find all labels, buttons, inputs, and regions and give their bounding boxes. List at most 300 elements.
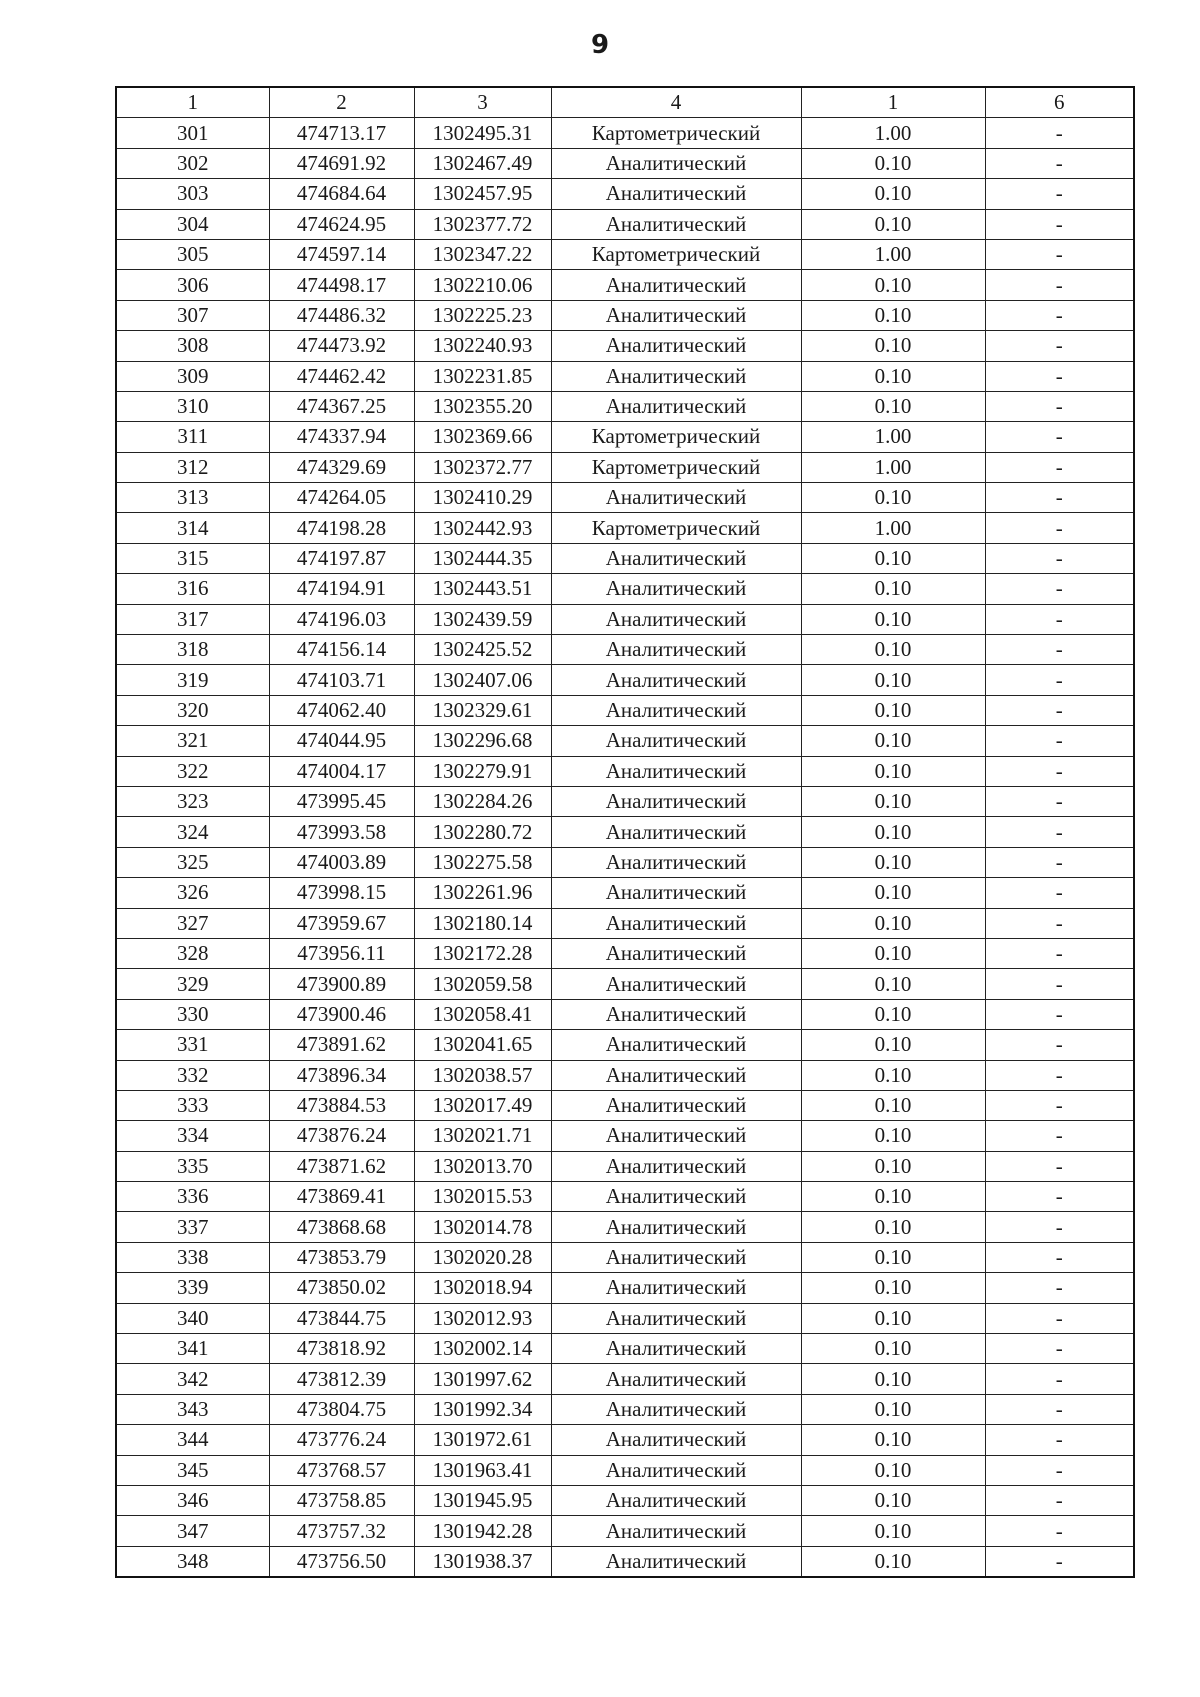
accuracy-cell: 0.10: [801, 1334, 985, 1364]
point-number-cell: 340: [116, 1303, 269, 1333]
point-number-cell: 342: [116, 1364, 269, 1394]
x-coordinate-cell: 474337.94: [269, 422, 414, 452]
y-coordinate-cell: 1302225.23: [414, 300, 551, 330]
x-coordinate-cell: 474156.14: [269, 635, 414, 665]
y-coordinate-cell: 1302012.93: [414, 1303, 551, 1333]
accuracy-cell: 0.10: [801, 1182, 985, 1212]
y-coordinate-cell: 1302407.06: [414, 665, 551, 695]
x-coordinate-cell: 474486.32: [269, 300, 414, 330]
note-cell: -: [985, 1060, 1134, 1090]
table-row: [116, 726, 1134, 756]
x-coordinate-cell: 474103.71: [269, 665, 414, 695]
table-header-row: [116, 87, 1134, 118]
accuracy-cell: 0.10: [801, 938, 985, 968]
x-coordinate-cell: 473768.57: [269, 1455, 414, 1485]
table-row: [116, 1121, 1134, 1151]
method-cell: Картометрический: [551, 118, 801, 148]
method-cell: Аналитический: [551, 938, 801, 968]
accuracy-cell: 0.10: [801, 695, 985, 725]
table-row: [116, 361, 1134, 391]
x-coordinate-cell: 474003.89: [269, 847, 414, 877]
table-row: [116, 1516, 1134, 1546]
method-cell: Аналитический: [551, 1030, 801, 1060]
point-number-cell: 348: [116, 1546, 269, 1577]
note-cell: -: [985, 878, 1134, 908]
table-row: [116, 391, 1134, 421]
point-number-cell: 317: [116, 604, 269, 634]
accuracy-cell: 1.00: [801, 118, 985, 148]
y-coordinate-cell: 1301938.37: [414, 1546, 551, 1577]
accuracy-cell: 1.00: [801, 239, 985, 269]
y-coordinate-cell: 1302231.85: [414, 361, 551, 391]
method-cell: Аналитический: [551, 1516, 801, 1546]
method-cell: Картометрический: [551, 422, 801, 452]
method-cell: Аналитический: [551, 270, 801, 300]
y-coordinate-cell: 1301997.62: [414, 1364, 551, 1394]
point-number-cell: 336: [116, 1182, 269, 1212]
table-row: [116, 1030, 1134, 1060]
point-number-cell: 304: [116, 209, 269, 239]
table-row: [116, 969, 1134, 999]
accuracy-cell: 1.00: [801, 513, 985, 543]
table-row: [116, 665, 1134, 695]
note-cell: -: [985, 513, 1134, 543]
y-coordinate-cell: 1301972.61: [414, 1425, 551, 1455]
method-cell: Аналитический: [551, 179, 801, 209]
point-number-cell: 324: [116, 817, 269, 847]
accuracy-cell: 0.10: [801, 969, 985, 999]
x-coordinate-cell: 473804.75: [269, 1394, 414, 1424]
y-coordinate-cell: 1302041.65: [414, 1030, 551, 1060]
method-cell: Аналитический: [551, 1425, 801, 1455]
point-number-cell: 320: [116, 695, 269, 725]
x-coordinate-cell: 473900.46: [269, 999, 414, 1029]
y-coordinate-cell: 1302444.35: [414, 543, 551, 573]
point-number-cell: 343: [116, 1394, 269, 1424]
x-coordinate-cell: 474196.03: [269, 604, 414, 634]
note-cell: -: [985, 635, 1134, 665]
point-number-cell: 307: [116, 300, 269, 330]
point-number-cell: 319: [116, 665, 269, 695]
point-number-cell: 339: [116, 1273, 269, 1303]
point-number-cell: 330: [116, 999, 269, 1029]
method-cell: Аналитический: [551, 908, 801, 938]
point-number-cell: 345: [116, 1455, 269, 1485]
accuracy-cell: 0.10: [801, 817, 985, 847]
coordinates-table: [115, 86, 1135, 1578]
x-coordinate-cell: 473959.67: [269, 908, 414, 938]
method-cell: Аналитический: [551, 847, 801, 877]
y-coordinate-cell: 1302377.72: [414, 209, 551, 239]
note-cell: -: [985, 1425, 1134, 1455]
table-row: [116, 1151, 1134, 1181]
point-number-cell: 318: [116, 635, 269, 665]
y-coordinate-cell: 1302013.70: [414, 1151, 551, 1181]
accuracy-cell: 0.10: [801, 179, 985, 209]
y-coordinate-cell: 1302284.26: [414, 786, 551, 816]
note-cell: -: [985, 1242, 1134, 1272]
note-cell: -: [985, 391, 1134, 421]
x-coordinate-cell: 473758.85: [269, 1485, 414, 1515]
point-number-cell: 331: [116, 1030, 269, 1060]
y-coordinate-cell: 1302015.53: [414, 1182, 551, 1212]
point-number-cell: 306: [116, 270, 269, 300]
table-row: [116, 1273, 1134, 1303]
method-cell: Аналитический: [551, 148, 801, 178]
note-cell: -: [985, 543, 1134, 573]
note-cell: -: [985, 148, 1134, 178]
note-cell: -: [985, 1546, 1134, 1577]
y-coordinate-cell: 1301942.28: [414, 1516, 551, 1546]
accuracy-cell: 0.10: [801, 1242, 985, 1272]
x-coordinate-cell: 473891.62: [269, 1030, 414, 1060]
accuracy-cell: 0.10: [801, 483, 985, 513]
table-row: [116, 1242, 1134, 1272]
note-cell: -: [985, 452, 1134, 482]
method-cell: Аналитический: [551, 361, 801, 391]
column-header-3: 3: [414, 87, 551, 118]
note-cell: -: [985, 270, 1134, 300]
table-row: [116, 1364, 1134, 1394]
method-cell: Аналитический: [551, 1090, 801, 1120]
x-coordinate-cell: 473757.32: [269, 1516, 414, 1546]
column-header-1: 1: [116, 87, 269, 118]
method-cell: Аналитический: [551, 1151, 801, 1181]
y-coordinate-cell: 1302280.72: [414, 817, 551, 847]
point-number-cell: 325: [116, 847, 269, 877]
accuracy-cell: 0.10: [801, 1485, 985, 1515]
x-coordinate-cell: 474194.91: [269, 574, 414, 604]
accuracy-cell: 0.10: [801, 1546, 985, 1577]
point-number-cell: 312: [116, 452, 269, 482]
point-number-cell: 333: [116, 1090, 269, 1120]
method-cell: Аналитический: [551, 483, 801, 513]
note-cell: -: [985, 1090, 1134, 1120]
y-coordinate-cell: 1301963.41: [414, 1455, 551, 1485]
note-cell: -: [985, 1394, 1134, 1424]
note-cell: -: [985, 1121, 1134, 1151]
x-coordinate-cell: 474684.64: [269, 179, 414, 209]
point-number-cell: 303: [116, 179, 269, 209]
table-row: [116, 1090, 1134, 1120]
note-cell: -: [985, 209, 1134, 239]
accuracy-cell: 0.10: [801, 1151, 985, 1181]
point-number-cell: 346: [116, 1485, 269, 1515]
table-row: [116, 118, 1134, 148]
point-number-cell: 309: [116, 361, 269, 391]
accuracy-cell: 0.10: [801, 1516, 985, 1546]
point-number-cell: 329: [116, 969, 269, 999]
y-coordinate-cell: 1302410.29: [414, 483, 551, 513]
y-coordinate-cell: 1302172.28: [414, 938, 551, 968]
accuracy-cell: 0.10: [801, 1425, 985, 1455]
y-coordinate-cell: 1302261.96: [414, 878, 551, 908]
page-number: 9: [590, 30, 610, 60]
x-coordinate-cell: 474498.17: [269, 270, 414, 300]
accuracy-cell: 1.00: [801, 452, 985, 482]
point-number-cell: 316: [116, 574, 269, 604]
x-coordinate-cell: 473884.53: [269, 1090, 414, 1120]
accuracy-cell: 0.10: [801, 270, 985, 300]
accuracy-cell: 0.10: [801, 604, 985, 634]
note-cell: -: [985, 1151, 1134, 1181]
table-row: [116, 574, 1134, 604]
column-header-5: 1: [801, 87, 985, 118]
y-coordinate-cell: 1302495.31: [414, 118, 551, 148]
table-row: [116, 543, 1134, 573]
point-number-cell: 301: [116, 118, 269, 148]
method-cell: Аналитический: [551, 1060, 801, 1090]
note-cell: -: [985, 1364, 1134, 1394]
note-cell: -: [985, 726, 1134, 756]
y-coordinate-cell: 1302347.22: [414, 239, 551, 269]
point-number-cell: 323: [116, 786, 269, 816]
table-row: [116, 1546, 1134, 1577]
method-cell: Аналитический: [551, 1455, 801, 1485]
y-coordinate-cell: 1301992.34: [414, 1394, 551, 1424]
accuracy-cell: 0.10: [801, 1303, 985, 1333]
x-coordinate-cell: 474691.92: [269, 148, 414, 178]
accuracy-cell: 0.10: [801, 1364, 985, 1394]
note-cell: -: [985, 1273, 1134, 1303]
table-row: [116, 1060, 1134, 1090]
table-row: [116, 1485, 1134, 1515]
accuracy-cell: 0.10: [801, 1060, 985, 1090]
table-row: [116, 331, 1134, 361]
point-number-cell: 347: [116, 1516, 269, 1546]
method-cell: Аналитический: [551, 1485, 801, 1515]
method-cell: Аналитический: [551, 209, 801, 239]
table-row: [116, 1334, 1134, 1364]
table-row: [116, 756, 1134, 786]
accuracy-cell: 0.10: [801, 635, 985, 665]
table-row: [116, 1394, 1134, 1424]
table-row: [116, 452, 1134, 482]
table-row: [116, 179, 1134, 209]
x-coordinate-cell: 473818.92: [269, 1334, 414, 1364]
accuracy-cell: 0.10: [801, 756, 985, 786]
note-cell: -: [985, 1334, 1134, 1364]
y-coordinate-cell: 1302372.77: [414, 452, 551, 482]
note-cell: -: [985, 695, 1134, 725]
method-cell: Аналитический: [551, 1364, 801, 1394]
point-number-cell: 337: [116, 1212, 269, 1242]
x-coordinate-cell: 474264.05: [269, 483, 414, 513]
note-cell: -: [985, 361, 1134, 391]
x-coordinate-cell: 473868.68: [269, 1212, 414, 1242]
y-coordinate-cell: 1302038.57: [414, 1060, 551, 1090]
x-coordinate-cell: 474624.95: [269, 209, 414, 239]
accuracy-cell: 0.10: [801, 786, 985, 816]
method-cell: Аналитический: [551, 331, 801, 361]
note-cell: -: [985, 817, 1134, 847]
point-number-cell: 315: [116, 543, 269, 573]
method-cell: Аналитический: [551, 1546, 801, 1577]
point-number-cell: 322: [116, 756, 269, 786]
method-cell: Аналитический: [551, 1121, 801, 1151]
y-coordinate-cell: 1302467.49: [414, 148, 551, 178]
method-cell: Аналитический: [551, 604, 801, 634]
accuracy-cell: 0.10: [801, 1121, 985, 1151]
method-cell: Аналитический: [551, 574, 801, 604]
point-number-cell: 310: [116, 391, 269, 421]
x-coordinate-cell: 474473.92: [269, 331, 414, 361]
method-cell: Аналитический: [551, 756, 801, 786]
method-cell: Картометрический: [551, 239, 801, 269]
note-cell: -: [985, 786, 1134, 816]
y-coordinate-cell: 1302443.51: [414, 574, 551, 604]
note-cell: -: [985, 574, 1134, 604]
accuracy-cell: 0.10: [801, 999, 985, 1029]
y-coordinate-cell: 1302017.49: [414, 1090, 551, 1120]
y-coordinate-cell: 1301945.95: [414, 1485, 551, 1515]
point-number-cell: 338: [116, 1242, 269, 1272]
method-cell: Аналитический: [551, 878, 801, 908]
x-coordinate-cell: 473876.24: [269, 1121, 414, 1151]
point-number-cell: 308: [116, 331, 269, 361]
note-cell: -: [985, 422, 1134, 452]
x-coordinate-cell: 474004.17: [269, 756, 414, 786]
table-row: [116, 483, 1134, 513]
y-coordinate-cell: 1302059.58: [414, 969, 551, 999]
x-coordinate-cell: 474713.17: [269, 118, 414, 148]
method-cell: Аналитический: [551, 1334, 801, 1364]
note-cell: -: [985, 1516, 1134, 1546]
accuracy-cell: 0.10: [801, 726, 985, 756]
method-cell: Аналитический: [551, 1394, 801, 1424]
accuracy-cell: 0.10: [801, 1455, 985, 1485]
point-number-cell: 335: [116, 1151, 269, 1181]
x-coordinate-cell: 473756.50: [269, 1546, 414, 1577]
x-coordinate-cell: 473869.41: [269, 1182, 414, 1212]
note-cell: -: [985, 938, 1134, 968]
point-number-cell: 334: [116, 1121, 269, 1151]
y-coordinate-cell: 1302355.20: [414, 391, 551, 421]
note-cell: -: [985, 756, 1134, 786]
note-cell: -: [985, 1455, 1134, 1485]
accuracy-cell: 0.10: [801, 300, 985, 330]
column-header-6: 6: [985, 87, 1134, 118]
accuracy-cell: 0.10: [801, 1212, 985, 1242]
accuracy-cell: 0.10: [801, 148, 985, 178]
table-row: [116, 422, 1134, 452]
note-cell: -: [985, 118, 1134, 148]
y-coordinate-cell: 1302240.93: [414, 331, 551, 361]
table-row: [116, 604, 1134, 634]
table-row: [116, 878, 1134, 908]
method-cell: Аналитический: [551, 635, 801, 665]
table-row: [116, 847, 1134, 877]
x-coordinate-cell: 473844.75: [269, 1303, 414, 1333]
y-coordinate-cell: 1302002.14: [414, 1334, 551, 1364]
x-coordinate-cell: 473956.11: [269, 938, 414, 968]
table-row: [116, 1303, 1134, 1333]
y-coordinate-cell: 1302018.94: [414, 1273, 551, 1303]
x-coordinate-cell: 474062.40: [269, 695, 414, 725]
table-row: [116, 695, 1134, 725]
note-cell: -: [985, 239, 1134, 269]
table-row: [116, 1425, 1134, 1455]
point-number-cell: 328: [116, 938, 269, 968]
table-row: [116, 270, 1134, 300]
accuracy-cell: 0.10: [801, 361, 985, 391]
x-coordinate-cell: 473998.15: [269, 878, 414, 908]
table-row: [116, 239, 1134, 269]
point-number-cell: 341: [116, 1334, 269, 1364]
point-number-cell: 314: [116, 513, 269, 543]
y-coordinate-cell: 1302279.91: [414, 756, 551, 786]
accuracy-cell: 0.10: [801, 331, 985, 361]
y-coordinate-cell: 1302058.41: [414, 999, 551, 1029]
note-cell: -: [985, 1212, 1134, 1242]
table-row: [116, 817, 1134, 847]
table-row: [116, 938, 1134, 968]
x-coordinate-cell: 474329.69: [269, 452, 414, 482]
y-coordinate-cell: 1302210.06: [414, 270, 551, 300]
point-number-cell: 302: [116, 148, 269, 178]
table-row: [116, 1212, 1134, 1242]
x-coordinate-cell: 473812.39: [269, 1364, 414, 1394]
point-number-cell: 311: [116, 422, 269, 452]
method-cell: Аналитический: [551, 999, 801, 1029]
accuracy-cell: 0.10: [801, 543, 985, 573]
y-coordinate-cell: 1302369.66: [414, 422, 551, 452]
x-coordinate-cell: 473853.79: [269, 1242, 414, 1272]
note-cell: -: [985, 604, 1134, 634]
method-cell: Аналитический: [551, 391, 801, 421]
x-coordinate-cell: 473776.24: [269, 1425, 414, 1455]
note-cell: -: [985, 969, 1134, 999]
point-number-cell: 327: [116, 908, 269, 938]
point-number-cell: 313: [116, 483, 269, 513]
accuracy-cell: 0.10: [801, 1030, 985, 1060]
y-coordinate-cell: 1302439.59: [414, 604, 551, 634]
table-row: [116, 209, 1134, 239]
accuracy-cell: 0.10: [801, 1273, 985, 1303]
table-row: [116, 148, 1134, 178]
x-coordinate-cell: 473900.89: [269, 969, 414, 999]
method-cell: Аналитический: [551, 543, 801, 573]
y-coordinate-cell: 1302296.68: [414, 726, 551, 756]
method-cell: Аналитический: [551, 695, 801, 725]
note-cell: -: [985, 999, 1134, 1029]
note-cell: -: [985, 1182, 1134, 1212]
table-row: [116, 999, 1134, 1029]
y-coordinate-cell: 1302457.95: [414, 179, 551, 209]
x-coordinate-cell: 474197.87: [269, 543, 414, 573]
table-row: [116, 513, 1134, 543]
accuracy-cell: 0.10: [801, 1394, 985, 1424]
y-coordinate-cell: 1302180.14: [414, 908, 551, 938]
x-coordinate-cell: 474367.25: [269, 391, 414, 421]
x-coordinate-cell: 474597.14: [269, 239, 414, 269]
accuracy-cell: 0.10: [801, 878, 985, 908]
x-coordinate-cell: 473871.62: [269, 1151, 414, 1181]
method-cell: Аналитический: [551, 1182, 801, 1212]
method-cell: Аналитический: [551, 1273, 801, 1303]
column-header-4: 4: [551, 87, 801, 118]
point-number-cell: 305: [116, 239, 269, 269]
method-cell: Аналитический: [551, 817, 801, 847]
method-cell: Аналитический: [551, 969, 801, 999]
y-coordinate-cell: 1302014.78: [414, 1212, 551, 1242]
x-coordinate-cell: 473896.34: [269, 1060, 414, 1090]
note-cell: -: [985, 847, 1134, 877]
method-cell: Аналитический: [551, 1242, 801, 1272]
accuracy-cell: 0.10: [801, 908, 985, 938]
x-coordinate-cell: 474198.28: [269, 513, 414, 543]
x-coordinate-cell: 474462.42: [269, 361, 414, 391]
